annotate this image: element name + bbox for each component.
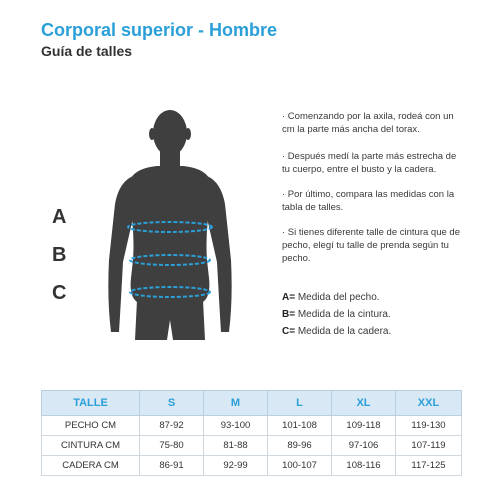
size-table-wrap [41,390,461,476]
table-row [42,436,462,456]
letter-c: C [52,282,67,304]
header-xxl: XXL [396,391,462,416]
instruction-2: · Después medí la parte más estrecha de tu cuerpo, entre el busto y la cadera. [282,151,457,175]
legend-text: Medida de la cadera. [297,326,392,337]
table-cell: 108-116 [332,456,396,476]
table-cell: 89-96 [268,436,332,456]
legend-text: Medida del pecho. [297,292,380,303]
table-cell: 87-92 [140,416,204,436]
table-cell: 119-130 [396,416,462,436]
legend-text: Medida de la cintura. [297,309,391,320]
legend-key: C= [282,326,296,337]
row-label: PECHO CM [42,416,140,436]
header-s: S [140,391,204,416]
header-m: M [204,391,268,416]
table-row [42,416,462,436]
table-cell: 109-118 [332,416,396,436]
legend-key: B= [282,309,296,320]
legend-row-c [282,326,391,337]
table-cell: 93-100 [204,416,268,436]
table-cell: 75-80 [140,436,204,456]
size-table [41,390,462,476]
table-cell: 117-125 [396,456,462,476]
table-cell: 101-108 [268,416,332,436]
instruction-4: · Si tienes diferente talle de cintura que de pecho, elegí tu talle de prenda según tu pecho. [282,227,460,264]
header-l: L [268,391,332,416]
table-cell: 92-99 [204,456,268,476]
letter-b: B [52,244,67,266]
table-cell: 81-88 [204,436,268,456]
table-cell: 97-106 [332,436,396,456]
table-cell: 100-107 [268,456,332,476]
table-row [42,456,462,476]
table-header-row [42,391,462,416]
legend-row-b [282,309,391,320]
table-cell: 86-91 [140,456,204,476]
header-talle: TALLE [42,391,140,416]
header-xl: XL [332,391,396,416]
page-title: Corporal superior - Hombre [41,20,278,40]
instruction-1: · Comenzando por la axila, rodeá con un cm la parte más ancha del torax. [282,111,454,135]
row-label: CINTURA CM [42,436,140,456]
legend-key: A= [282,292,296,303]
table-cell: 107-119 [396,436,462,456]
letter-a: A [52,206,67,228]
legend-row-a [282,292,380,303]
page-subtitle: Guía de talles [41,43,133,59]
male-torso-silhouette-icon [95,100,245,350]
row-label: CADERA CM [42,456,140,476]
instruction-3: · Por último, compara las medidas con la tabla de talles. [282,189,455,213]
